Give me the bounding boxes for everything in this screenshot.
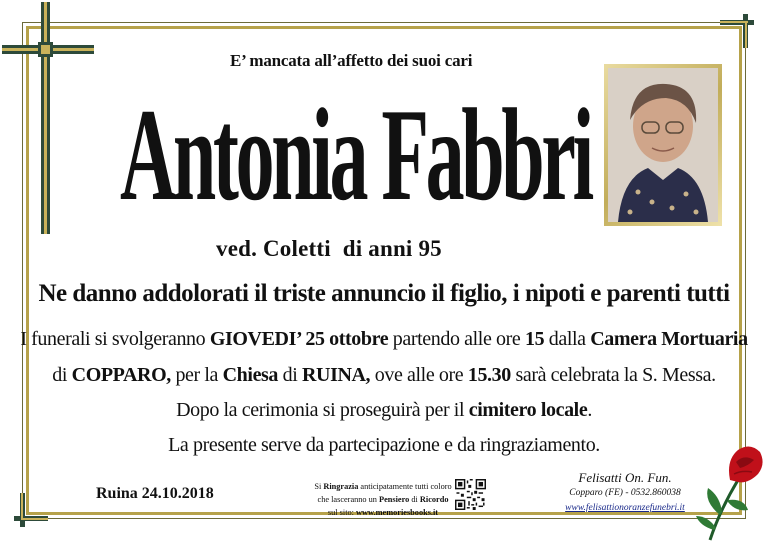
corner-ornament-bottom-left <box>14 493 48 527</box>
thanks-note: Si Ringrazia anticipatamente tutti coloro che lasceranno un Pensiero di Ricordo sul sito: www.memoriesbooks.it <box>314 482 452 517</box>
agency-contact: Copparo (FE) - 0532.860038 <box>569 488 681 498</box>
funeral-line-1: I funerali si svolgeranno GIOVEDI’ 25 ottobre partendo alle ore 15 dalla Camera Mortuaria <box>20 328 748 350</box>
rose-icon <box>690 440 768 541</box>
funeral-line-2: di COPPARO, per la Chiesa di RUINA, ove alle ore 15.30 sarà celebrata la S. Messa. <box>52 364 716 386</box>
place-and-date: Ruina 24.10.2018 <box>96 485 214 502</box>
frame-top-gold <box>26 26 742 29</box>
closing-line: La presente serve da partecipazione e da ringraziamento. <box>168 434 600 456</box>
funeral-line-3: Dopo la cerimonia si proseguirà per il cimitero locale. <box>176 399 592 421</box>
portrait-photo <box>608 68 718 222</box>
funeral-agency <box>556 470 694 515</box>
headline: E’ mancata all’affetto dei suoi cari <box>230 51 473 70</box>
deceased-name: Antonia Fabbri <box>120 81 591 229</box>
announcement: Ne danno addolorati il triste annuncio il figlio, i nipoti e parenti tutti <box>38 280 730 307</box>
agency-website-link[interactable]: www.felisattionoranzefunebri.it <box>565 503 685 513</box>
agency-name: Felisatti On. Fun. <box>578 470 672 485</box>
corner-ornament-top-right <box>720 14 754 48</box>
frame-top <box>22 22 746 23</box>
portrait-frame <box>604 64 722 226</box>
deceased-details: ved. Coletti di anni 95 <box>216 236 442 261</box>
cross-icon <box>0 0 100 240</box>
qr-code-icon[interactable] <box>455 479 486 510</box>
